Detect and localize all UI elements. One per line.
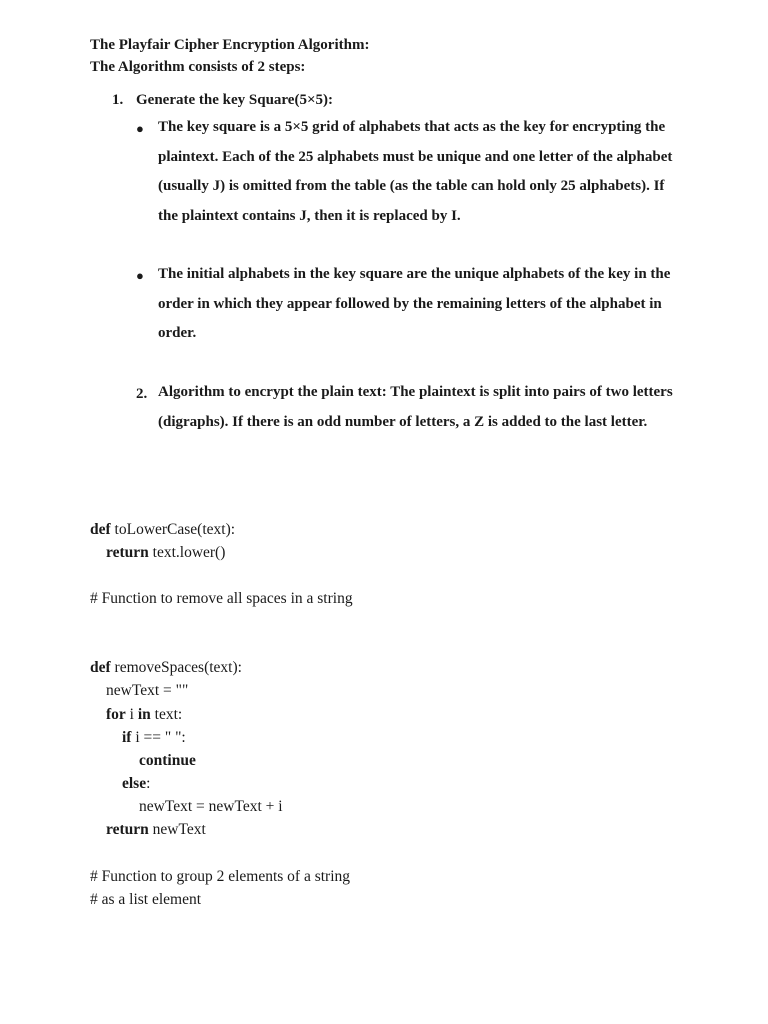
step-1-heading: Generate the key Square(5×5): <box>136 92 333 108</box>
code-keyword: for <box>106 706 126 723</box>
code-line-return-lower <box>106 544 225 562</box>
code-line-def-removespaces <box>90 659 242 677</box>
code-keyword: else <box>122 775 147 792</box>
code-text: i <box>125 706 138 723</box>
code-line-def-tolowercase <box>90 521 235 539</box>
document-title: The Playfair Cipher Encryption Algorithm: <box>90 37 370 53</box>
code-keyword: if <box>122 729 132 746</box>
code-line-for-loop <box>106 706 182 724</box>
code-line-continue: continue <box>139 752 196 769</box>
code-text: text.lower() <box>148 544 226 561</box>
code-text: removeSpaces(text): <box>110 659 242 676</box>
code-line-assign-newtext: newText = "" <box>106 682 189 699</box>
bullet-icon: ● <box>136 268 144 283</box>
code-text: newText <box>148 821 206 838</box>
code-comment-group: # Function to group 2 elements of a string <box>90 868 351 885</box>
code-text: text: <box>150 706 183 723</box>
code-line-else <box>122 775 150 793</box>
step-2-number: 2. <box>136 386 148 402</box>
bullet-icon: ● <box>136 121 144 136</box>
code-line-return-newtext <box>106 821 206 839</box>
code-line-if <box>122 729 186 747</box>
code-line-concat: newText = newText + i <box>139 798 283 815</box>
step-1-bullet-2: The initial alphabets in the key square are the unique alphabets of the key in the order in which they appear followed by the remaining letters of the alphabet in order. <box>158 266 671 341</box>
step-1-number: 1. <box>112 92 124 108</box>
document-subtitle: The Algorithm consists of 2 steps: <box>90 59 306 75</box>
code-comment-remove-spaces: # Function to remove all spaces in a string <box>90 590 353 607</box>
code-keyword: return <box>106 821 149 838</box>
code-keyword: def <box>90 659 111 676</box>
code-keyword: in <box>137 706 151 723</box>
code-text: toLowerCase(text): <box>110 521 236 538</box>
code-keyword: def <box>90 521 111 538</box>
code-keyword: return <box>106 544 149 561</box>
step-1-bullet-1: The key square is a 5×5 grid of alphabets that acts as the key for encrypting the plaintext. Each of the 25 alphabets must be unique and one letter of the alphabet (usually J) is omitted from the table (as the table can hold only 25 alphabets). If the plaintext contains J, then it is replaced by I. <box>158 119 673 224</box>
code-text: i == " ": <box>131 729 186 746</box>
code-text: : <box>146 775 151 792</box>
step-2-text: Algorithm to encrypt the plain text: The plaintext is split into pairs of two letters (digraphs). If there is an odd number of letters, a Z is added to the last letter. <box>158 384 673 430</box>
code-comment-list-element: # as a list element <box>90 891 202 908</box>
